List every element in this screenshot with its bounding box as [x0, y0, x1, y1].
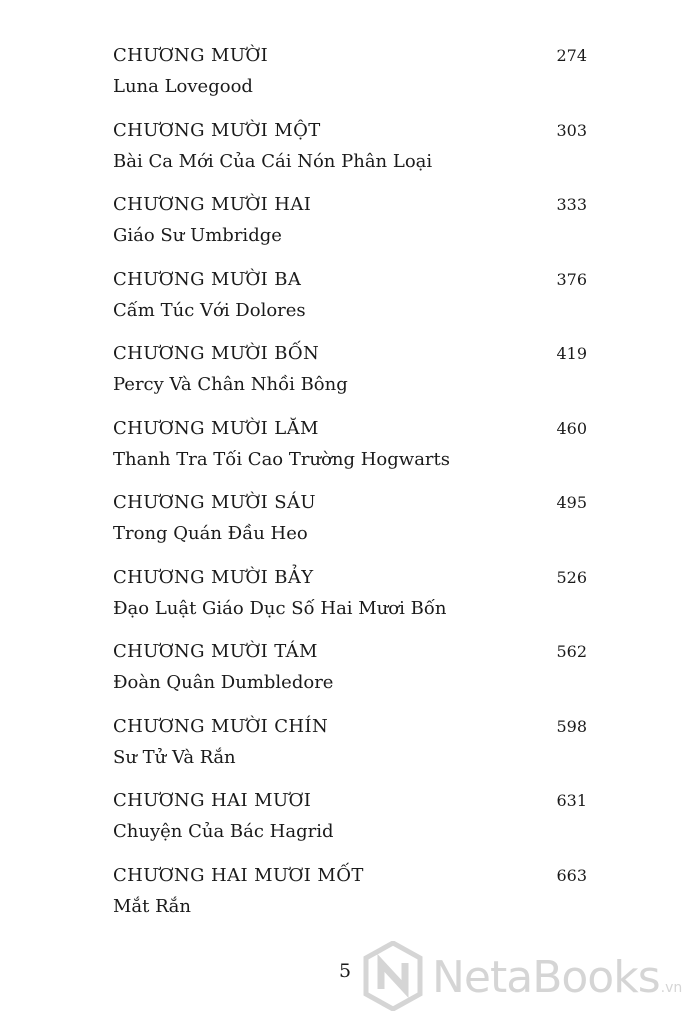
chapter-title: Chuyện Của Bác Hagrid — [113, 821, 334, 842]
page-number: 376 — [556, 269, 587, 289]
page-number: 526 — [556, 567, 587, 587]
watermark — [362, 942, 682, 1014]
chapter-title: Sư Tử Và Rắn — [113, 746, 236, 768]
toc-entry — [113, 266, 587, 341]
page-number: 562 — [556, 642, 587, 661]
chapter-title: Bài Ca Mới Của Cái Nón Phân Loại — [113, 150, 433, 172]
toc-entry — [113, 191, 587, 266]
page-number: 598 — [556, 716, 587, 736]
chapter-title: Luna Lovegood — [113, 76, 253, 97]
page-folio: 5 — [339, 960, 352, 982]
toc-entry — [113, 564, 587, 639]
chapter-label: CHƯƠNG HAI MƯƠI MỐT — [113, 864, 364, 886]
chapter-title: Đạo Luật Giáo Dục Số Hai Mươi Bốn — [113, 597, 447, 619]
chapter-label: CHƯƠNG MƯỜI BỐN — [113, 343, 320, 364]
chapter-label: CHƯƠNG MƯỜI BẢY — [113, 566, 314, 588]
toc-entry — [113, 489, 587, 564]
netabooks-logo-icon — [362, 941, 424, 1015]
toc-entry — [113, 117, 587, 192]
toc-entry — [113, 415, 587, 490]
page-number: 495 — [556, 493, 587, 512]
page-number: 631 — [556, 791, 587, 810]
page-number: 663 — [556, 865, 587, 885]
watermark-brand: NetaBooks — [432, 952, 660, 1003]
chapter-label: CHƯƠNG MƯỜI LĂM — [113, 417, 319, 439]
chapter-label: CHƯƠNG MƯỜI MỘT — [113, 119, 321, 141]
chapter-label: CHƯƠNG MƯỜI HAI — [113, 194, 312, 215]
watermark-suffix: .vn — [660, 980, 683, 996]
page-number: 460 — [556, 418, 587, 438]
chapter-label: CHƯƠNG MƯỜI TÁM — [113, 641, 318, 662]
chapter-title: Đoàn Quân Dumbledore — [113, 672, 334, 693]
chapter-label: CHƯƠNG MƯỜI SÁU — [113, 492, 316, 513]
chapter-label: CHƯƠNG HAI MƯƠI — [113, 790, 312, 811]
toc-entry — [113, 862, 587, 937]
chapter-label: CHƯƠNG MƯỜI BA — [113, 268, 302, 290]
page-number: 333 — [556, 195, 587, 214]
page-number: 303 — [556, 120, 587, 140]
chapter-label: CHƯƠNG MƯỜI CHÍN — [113, 715, 329, 737]
chapter-title: Mắt Rắn — [113, 895, 191, 917]
toc-entry — [113, 713, 587, 788]
table-of-contents — [113, 42, 587, 936]
chapter-title: Cấm Túc Với Dolores — [113, 299, 306, 321]
toc-entry — [113, 638, 587, 713]
chapter-title: Thanh Tra Tối Cao Trường Hogwarts — [113, 448, 451, 470]
chapter-title: Giáo Sư Umbridge — [113, 225, 282, 246]
toc-entry — [113, 42, 587, 117]
chapter-title: Trong Quán Đầu Heo — [113, 523, 308, 544]
chapter-title: Percy Và Chân Nhồi Bông — [113, 374, 348, 395]
page-number: 419 — [556, 344, 587, 363]
chapter-label: CHƯƠNG MƯỜI — [113, 45, 269, 66]
page-number: 274 — [556, 46, 587, 65]
toc-entry — [113, 787, 587, 862]
toc-entry — [113, 340, 587, 415]
